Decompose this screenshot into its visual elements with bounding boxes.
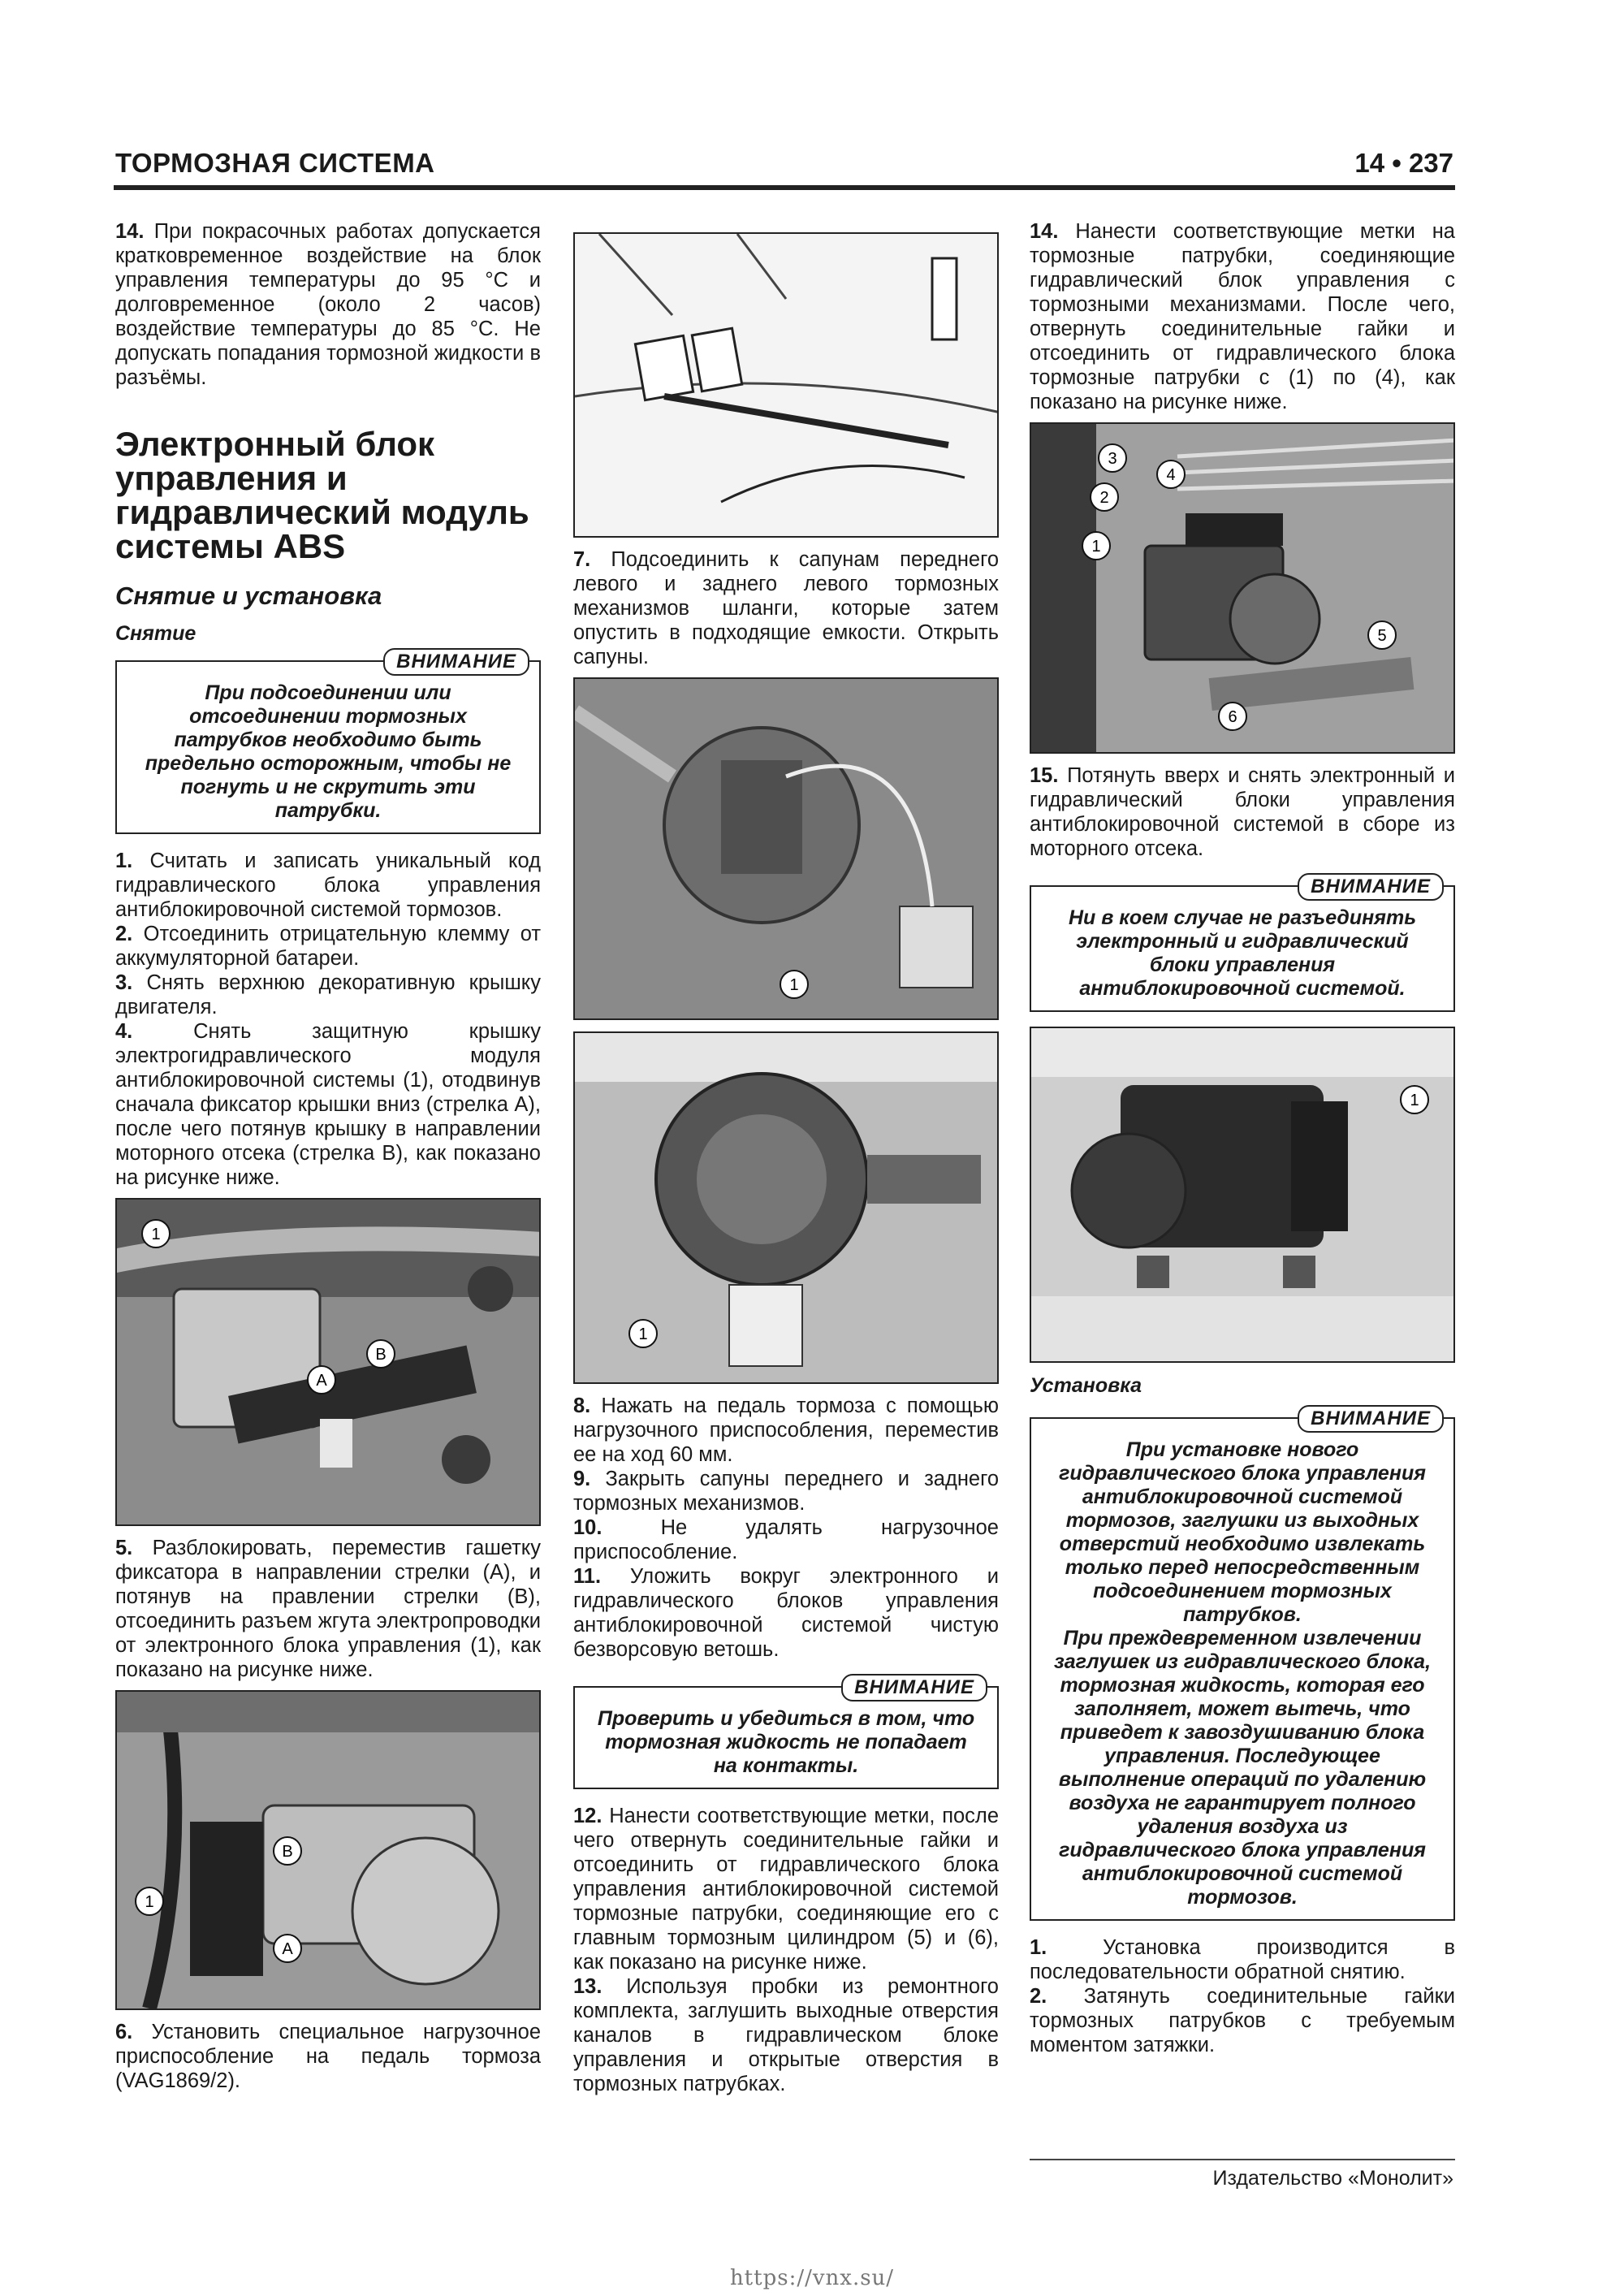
warning-label: ВНИМАНИЕ (1298, 1405, 1444, 1433)
header-rule (114, 185, 1455, 190)
warning-text: Проверить и убедиться в том, что тормозная жидкость не попадает на контакты. (597, 1707, 975, 1777)
callout-A: A (316, 1372, 327, 1390)
subsection-title: Снятие и установка (115, 582, 382, 610)
removal-heading: Снятие (115, 622, 197, 645)
warning-text: Ни в коем случае не разъединять электронный и гидравлический блоки управления антиблокировочной системой. (1068, 906, 1417, 1000)
footer-rule (1030, 2159, 1455, 2160)
column-3 (1030, 219, 1455, 2057)
step-3: 3. Снять верхнюю декоративную крышку двигателя. (115, 971, 541, 1018)
callout-1: 1 (1410, 1092, 1419, 1109)
callout-4: 4 (1166, 466, 1176, 484)
step-10: 10. Не удалять нагрузочное приспособление. (573, 1516, 999, 1563)
step-8: 8. Нажать на педаль тормоза с помощью нагрузочного приспособления, переместив ее на ход 60 мм. (573, 1394, 999, 1466)
warning-box-3 (1030, 876, 1455, 1012)
callout-5: 5 (1377, 627, 1387, 645)
step-7: 7. Подсоединить к сапунам переднего левого и заднего левого тормозных механизмов шланги, которые затем опустить в подходящие емкости. Открыть сапуны. (573, 548, 1000, 668)
callout-1: 1 (1091, 538, 1101, 556)
warning-box-2 (573, 1676, 999, 1789)
warning-text: При установке нового гидравлического блока управления антиблокировочной системой тормозов, заглушки из выходных отверстий необходимо извлекать только перед непосредственным подсоединением тормозных патрубков. (1059, 1438, 1426, 1626)
step-2: 2. Отсоединить отрицательную клемму от аккумуляторной батареи. (115, 923, 541, 970)
warning-label: ВНИМАНИЕ (383, 648, 529, 676)
step-6: 6. Установить специальное нагрузочное приспособление на педаль тормоза (VAG1869/2). (115, 2021, 542, 2092)
column-2 (573, 232, 999, 2096)
callout-A: A (282, 1940, 293, 1958)
callout-B: B (375, 1346, 387, 1364)
callout-3: 3 (1108, 450, 1117, 468)
photo-bleeder-front (573, 677, 999, 1020)
step-4: 4. Снять защитную крышку электрогидравлического модуля антиблокировочной системы (1), отодвинув сначала фиксатор крышки вниз (стрелка А), после чего потянув крышку в направлении моторного отсека (стрелка В), как показано на рисунке ниже. (115, 1020, 541, 1189)
install-step-1: 1. Установка производится в последовательности обратной снятию. (1030, 1936, 1455, 1983)
photo-pedal (573, 232, 999, 538)
install-step-2: 2. Затянуть соединительные гайки тормозных патрубков с требуемым моментом затяжки. (1030, 1985, 1455, 2056)
warning-label: ВНИМАНИЕ (841, 1674, 987, 1701)
step-11: 11. Уложить вокруг электронного и гидравлического блоков управления антиблокировочной системой чистую безворсовую ветошь. (573, 1565, 999, 1661)
step-14: 14. Нанести соответствующие метки на тормозные патрубки, соединяющие гидравлический блок управления с тормозными механизмами. После чего, отвернуть соединительные гайки и отсоединить от гидравлического блока тормозные патрубки с (1) по (4), как показано на рисунке ниже. (1030, 220, 1455, 413)
column-1 (115, 219, 541, 2093)
callout-2: 2 (1099, 489, 1109, 507)
callout-1: 1 (638, 1325, 648, 1343)
step-9: 9. Закрыть сапуны переднего и заднего тормозных механизмов. (573, 1468, 1000, 1515)
warning-box-4 (1030, 1407, 1455, 1921)
callout-B: B (282, 1843, 293, 1861)
step-1: 1. Считать и записать уникальный код гидравлического блока управления антиблокировочной системой тормозов. (115, 850, 541, 921)
section-title: Электронный блок управления и гидравлический модуль системы ABS (115, 425, 529, 565)
page-number: 14 • 237 (1354, 148, 1453, 178)
callout-1: 1 (145, 1893, 154, 1911)
warning-text: При подсоединении или отсоединении тормозных патрубков необходимо быть предельно осторожным, чтобы не погнуть и не скрутить эти патрубки. (145, 681, 512, 822)
step-12: 12. Нанести соответствующие метки, после чего отвернуть соединительные гайки и отсоединить от гидравлического блока управления антиблокировочной системой тормозные патрубки, соединяющие его с главным тормозным цилиндром (5) и (6), как показано на рисунке ниже. (573, 1805, 999, 1974)
callout-1: 1 (151, 1226, 161, 1243)
photo-abs-unit (1030, 1027, 1455, 1363)
installation-heading: Установка (1030, 1374, 1142, 1397)
warning-label: ВНИМАНИЕ (1298, 873, 1444, 901)
running-header-section: ТОРМОЗНАЯ СИСТЕМА (115, 148, 435, 178)
step-5: 5. Разблокировать, переместив гашетку фиксатора в направлении стрелки (А), и потянув на правлении стрелки (В), отсоединить разъем жгута электропроводки от электронного блока управления (1), как показано на рисунке ниже. (115, 1537, 541, 1681)
photo-bleeder-rear (573, 1031, 999, 1384)
warning-text-continued: При преждевременном извлечении заглушек из гидравлического блока, тормозная жидкость, которая его заполняет, может вытечь, что приведет к завоздушиванию блока управления. Последующее выполнение операций по удалению воздуха не гарантирует полного удаления воздуха из гидравлического блока управления антиблокировочной системой тормозов. (1053, 1627, 1432, 1909)
callout-6: 6 (1228, 708, 1237, 726)
photo-brake-lines (1030, 422, 1455, 754)
step-15: 15. Потянуть вверх и снять электронный и гидравлический блоки управления антиблокировочной системой в сборе из моторного отсека. (1030, 764, 1455, 860)
paragraph-14: 14. При покрасочных работах допускается кратковременное воздействие на блок управления температуры до 95 °С и долговременное (около 2 часов) воздействие температуры до 85 °С. Не допускать попадания тормозной жидкости в разъёмы. (115, 220, 541, 389)
photo-abs-cover (115, 1198, 541, 1526)
warning-box-1 (115, 651, 541, 834)
watermark-link[interactable]: https://vnx.su/ (729, 2266, 895, 2290)
step-13: 13. Используя пробки из ремонтного комплекта, заглушить выходные отверстия каналов в гидравлическом блоке управления и открытые отверстия в тормозных патрубках. (573, 1975, 999, 2095)
publisher: Издательство «Монолит» (1212, 2167, 1453, 2190)
callout-1: 1 (789, 976, 799, 994)
photo-connector (115, 1690, 541, 2010)
